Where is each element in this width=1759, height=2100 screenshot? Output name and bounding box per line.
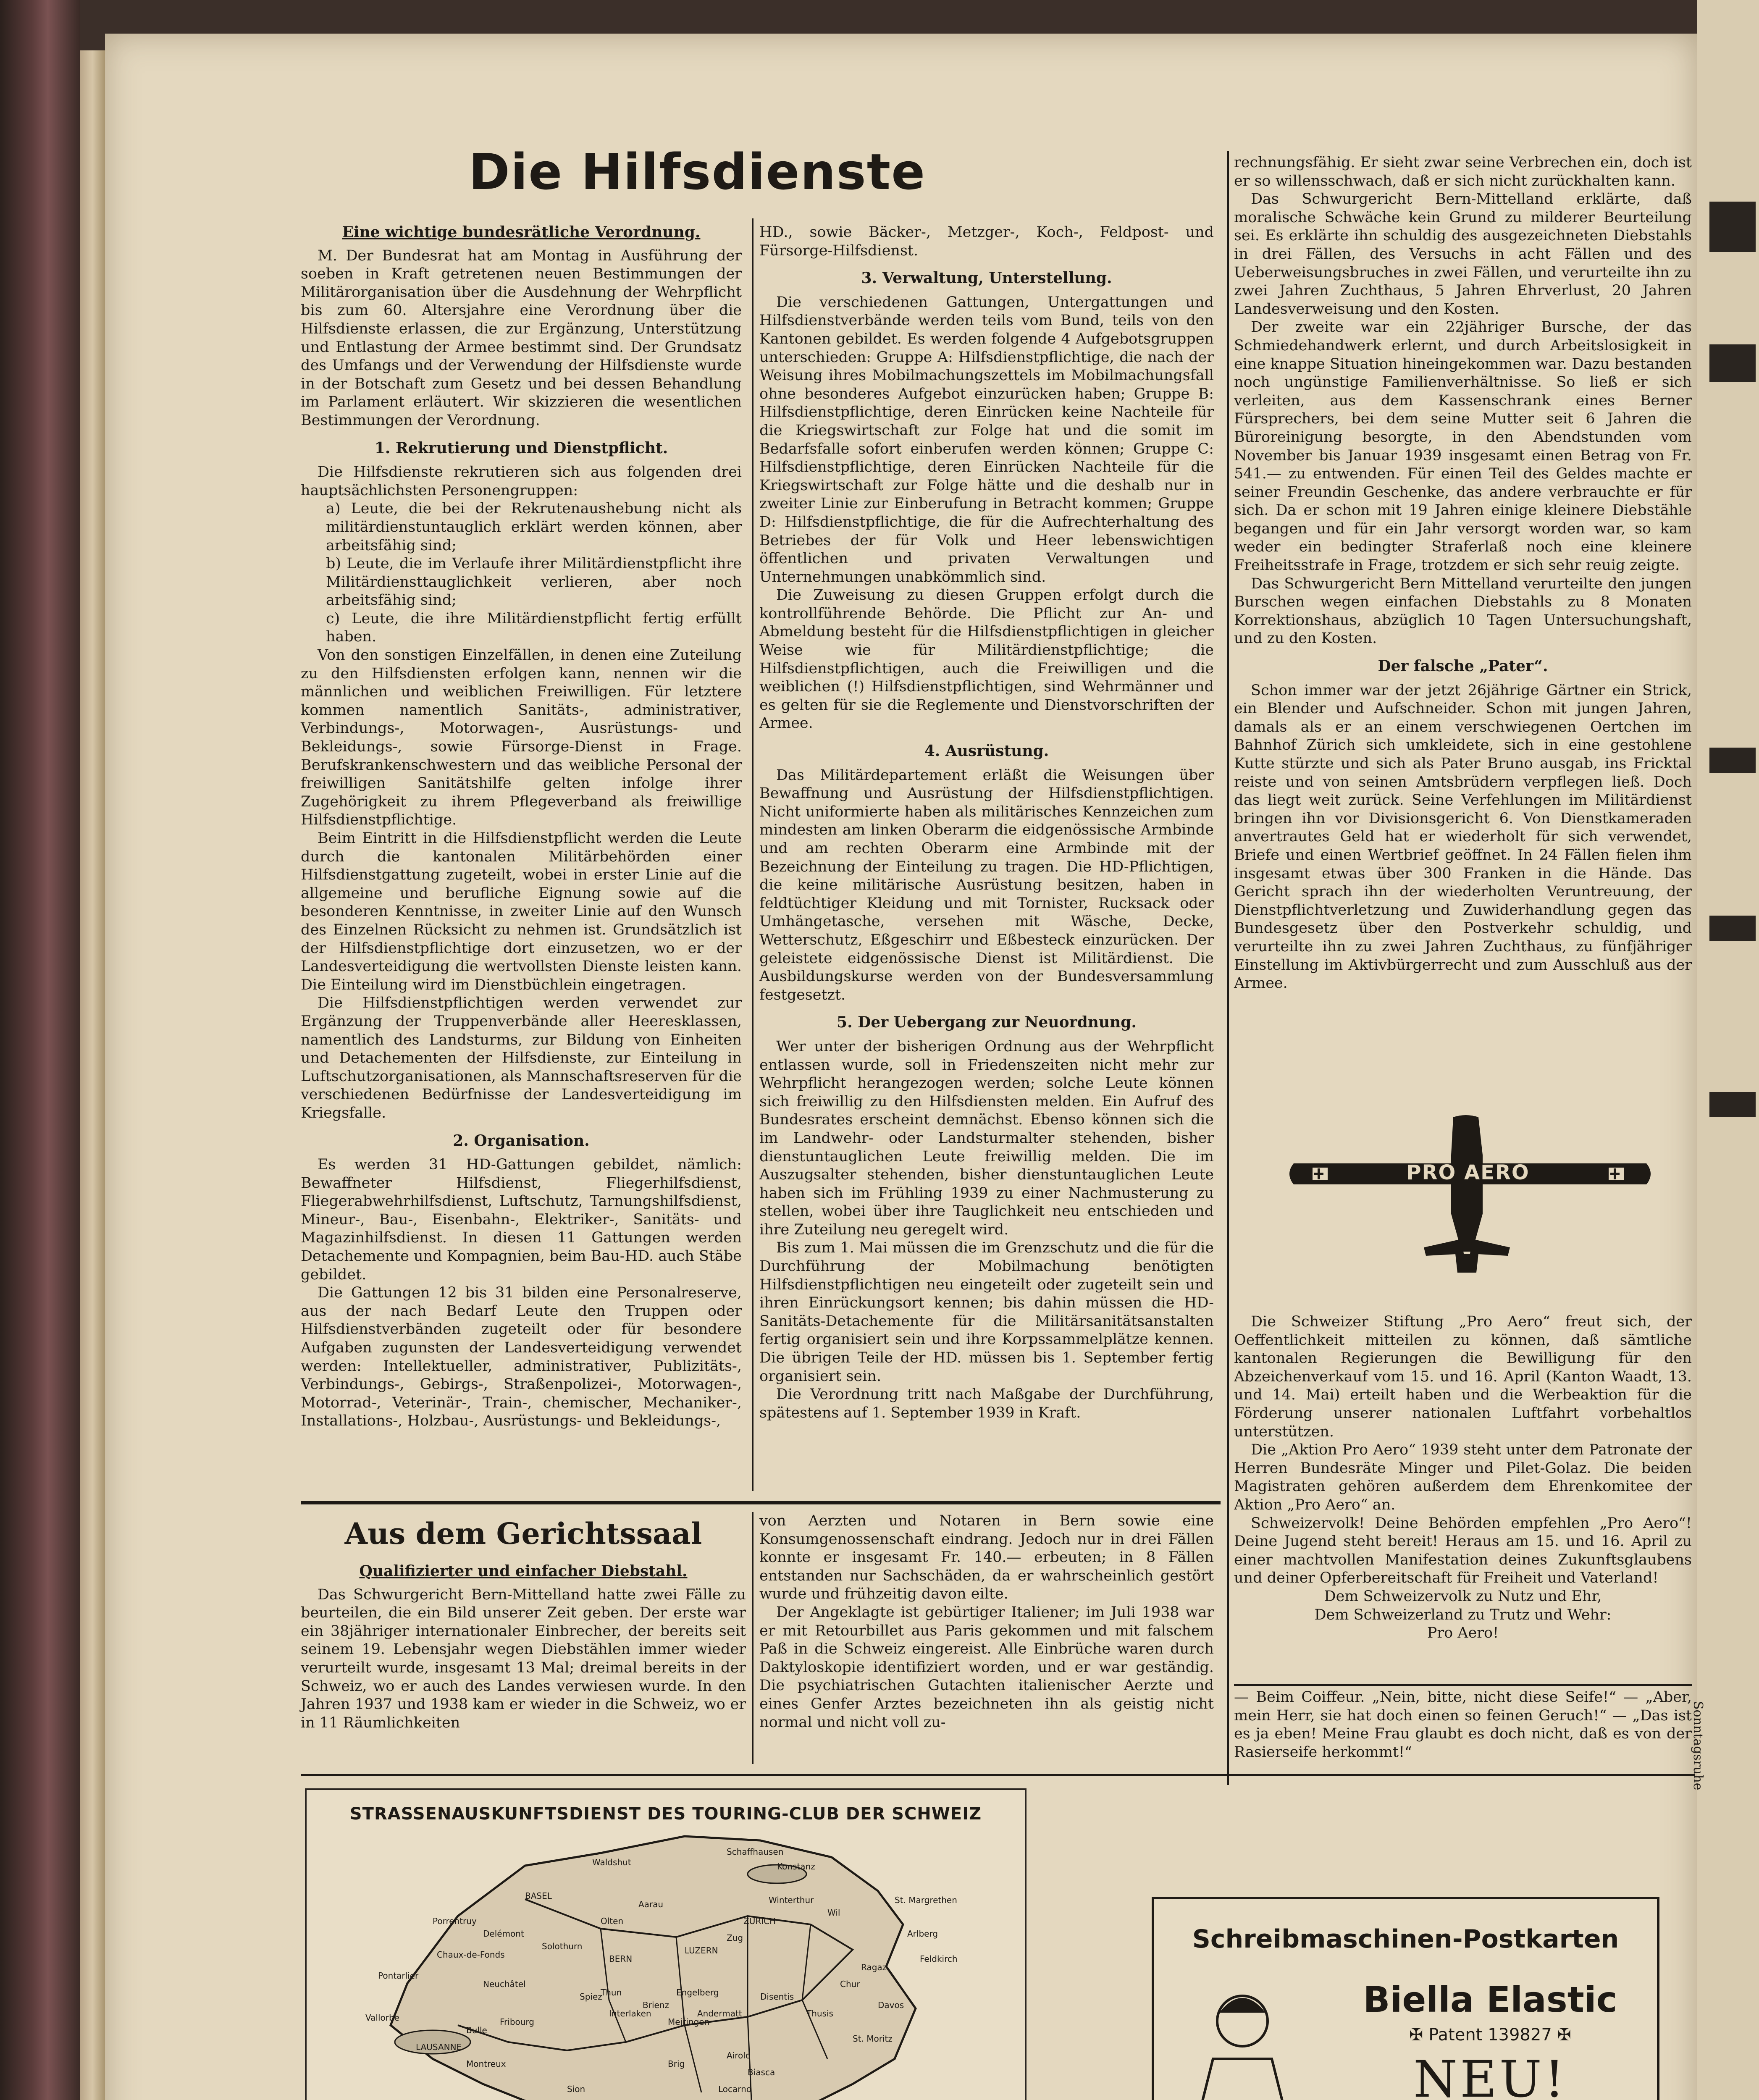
map-place-label: Ragaz xyxy=(861,1962,887,1972)
book-binding xyxy=(0,0,80,2100)
paragraph: Der Angeklagte ist gebürtiger Italiener; im Juli 1938 war er mit Retourbillet aus Paris gekommen und mit falschem Paß in die Schweiz eingereist. Alle Einbrüche waren durch Daktyloskopie identifiziert worden, und er war geständig. Die psychiatrischen Gutachten italienischer Aerzte und eines Genfer Arztes bezeichneten ihn als geistig nicht normal und nicht voll zu- xyxy=(759,1604,1214,1731)
map-place-label: Chaux-de-Fonds xyxy=(437,1950,505,1960)
map-place-label: Aarau xyxy=(638,1899,664,1909)
paragraph: Das Militärdepartement erläßt die Weisungen über Bewaffnung und Ausrüstung der Hilfsdienstpflichtigen. Nicht uniformierte haben als militärisches Kennzeichen zum mindesten am linken Oberarm die eidgenössische Armbinde und am rechten Oberarm eine Armbinde mit der Bezeichnung der Einteilung zu tragen. Die HD-Pflichtigen, die keine militärische Ausrüstung besitzen, haben in feldtüchtiger Kleidung und mit Tornister, Rucksack oder Umhängetasche, versehen mit Wäsche, Decke, Wetterschutz, Eßgeschirr und Eßbesteck einzurücken. Der geleistete eidgenössische Dienst ist Militärdienst. Die Ausbildungskurse werden von der Bundesversammlung festgesetzt. xyxy=(759,766,1214,1003)
map-place-label: Airolo xyxy=(727,2050,751,2061)
paragraph: Bis zum 1. Mai müssen die im Grenzschutz und die für die Durchführung der Mobilmachung benötigten Hilfsdienstpflichtigen neu eingeteilt oder zugeteilt sein und ihren Einrückungsort kennen; bis dahin müssen die HD-Sanitäts-Detachemente für die Militärsanitätsanstalten fertig organisiert sein und ihre Korpssammelplätze kennen. Die übrigen Teile der HD. müssen bis 1. September fertig organisiert sein. xyxy=(759,1239,1214,1385)
map-place-label: BERN xyxy=(609,1954,633,1964)
map-place-label: Brienz xyxy=(643,2000,669,2010)
map-place-label: Locarno xyxy=(718,2084,752,2094)
paragraph: Die Zuweisung zu diesen Gruppen erfolgt durch die kontrollführende Behörde. Die Pflicht zur An- und Abmeldung besteht für die Hilfsdienstpflichtigen in gleicher Weise wie für Militärdienstpflichtige; die Hilfsdienstpflichtigen, auch die Freiwilligen und die weiblichen (!) Hilfsdienstpflichtigen, sind Wehrmänner und es gelten für sie die Reglemente und Dienstvorschriften der Armee. xyxy=(759,587,1214,732)
paragraph: Wer unter der bisherigen Ordnung aus der Wehrpflicht entlassen wurde, soll in Friedenszeiten nicht mehr zur Wehrpflicht herangezogen werden; solche Leute können sich freiwillig zu den Hilfsdiensten melden. Ein Aufruf des Bundesrates erscheint demnächst. Ebenso können sich die im Landwehr- oder Landsturmalter stehenden, bisher dienstuntauglichen Leute freiwillig melden. Die im Auszugsalter stehenden, bisher dienstuntauglichen Leute haben sich im Frühling 1939 zu einer Nachmusterung zu stellen, wobei über ihre Tauglichkeit neu entschieden und ihre Zuteilung neu geregelt wird. xyxy=(759,1038,1214,1238)
advertisement xyxy=(1152,1897,1659,2100)
map-place-label: Pontarlier xyxy=(378,1971,419,1981)
map-place-label: Zug xyxy=(727,1933,743,1943)
map-place-label: LAUSANNE xyxy=(416,2042,462,2052)
map-place-label: Delémont xyxy=(483,1929,524,1939)
section-heading: 3. Verwaltung, Unterstellung. xyxy=(861,269,1112,287)
ad-brand: Biella Elastic xyxy=(1363,1979,1617,2020)
column-divider xyxy=(1227,151,1229,1785)
map-place-label: Olten xyxy=(601,1916,624,1926)
typist-illustration-icon xyxy=(1171,1975,1322,2100)
map-place-label: Engelberg xyxy=(676,1987,719,1998)
map-place-label: Konstanz xyxy=(777,1861,815,1872)
section-heading: Der falsche „Pater“. xyxy=(1378,657,1548,675)
map-place-label: Arlberg xyxy=(907,1929,938,1939)
column-divider xyxy=(752,218,753,1491)
map-place-label: LUZERN xyxy=(685,1945,718,1956)
paragraph: Die „Aktion Pro Aero“ 1939 steht unter dem Patronate der Herren Bundesräte Minger und Pilet-Golaz. Die beiden Magistraten gehören außerdem dem Ehrenkomitee der Aktion „Pro Aero“ an. xyxy=(1234,1441,1692,1513)
ink-mark xyxy=(1709,202,1756,252)
map-place-label: St. Margrethen xyxy=(895,1895,957,1905)
road-map xyxy=(305,1788,1027,2100)
paragraph: Das Schwurgericht Bern-Mittelland erklärte, daß moralische Schwäche kein Grund zu milderer Beurteilung sei. Es erklärte ihn schuldig des ausgezeichneten Diebstahls in drei Fällen, des Versuchs in acht Fällen und des Ueberweisungsbruches in zwei Fällen, und verurteilte ihn zu zwei Jahren Zuchthaus, 5 Jahren Ehrverlust, 20 Jahren Landesverweisung und den Kosten. xyxy=(1234,191,1692,318)
paragraph: Beim Eintritt in die Hilfsdienstpflicht werden die Leute durch die kantonalen Militärbehörden einer Hilfsdienstgattung zugeteilt, wobei in erster Linie auf die allgemeine und berufliche Eignung sowie auf die besonderen Kenntnisse, in zweiter Linie auf den Wunsch des Einzelnen Rücksicht zu nehmen ist. Grundsätzlich ist der Hilfsdienstpflichtige dort einzusetzen, wo er der Landesverteidigung die wertvollsten Dienste leisten kann. Die Einteilung wird im Dienstbüchlein eingetragen. xyxy=(301,830,742,993)
divider xyxy=(1234,1684,1692,1686)
coiffeur-joke: — Beim Coiffeur. „Nein, bitte, nicht diese Seife!“ — „Aber, mein Herr, sie hat doch einen so feinen Geruch!“ — „Das ist es ja eben! Meine Frau glaubt es doch nicht, daß es von der Rasierseife herkommt!“ xyxy=(1234,1689,1692,1761)
article-subtitle: Eine wichtige bundesrätliche Verordnung. xyxy=(342,223,701,241)
map-place-label: Porrentruy xyxy=(433,1916,477,1926)
list-item: a) Leute, die bei der Rekrutenaushebung nicht als militärdienstuntauglich erklärt werden können, aber arbeitsfähig sind; xyxy=(326,500,742,554)
paragraph: HD., sowie Bäcker-, Metzger-, Koch-, Feldpost- und Fürsorge-Hilfsdienst. xyxy=(759,224,1214,259)
map-place-label: Wil xyxy=(827,1908,840,1918)
side-label: Sonntagsruhe xyxy=(1691,1701,1705,1790)
signature-line: Dem Schweizervolk zu Nutz und Ehr, xyxy=(1324,1588,1602,1605)
paragraph: Schon immer war der jetzt 26jährige Gärtner ein Strick, ein Blender und Aufschneider. Schon mit jungen Jahren, damals als er an einem verschwiegenen Oertchen im Bahnhof Zürich sich umkleidete, sich in eine gestohlene Kutte stürzte und sich als Pater Bruno ausgab, ins Fricktal reiste und von seinen Amtsbrüdern verpflegen ließ. Doch das liegt weit zurück. Seine Verfehlungen im Militärdienst bringen ihn vor Divisionsgericht 6. Von Dienstkameraden anvertrautes Geld hat er wiederholt für sich verwendet, Briefe und einen Wertbrief geöffnet. In 24 Fällen fielen ihm insgesamt etwas über 300 Franken in die Hände. Das Gericht sprach ihn der wiederholten Veruntreuung, der Dienstpflichtverletzung und Zuwiderhandlung gegen das Bundesgesetz über den Postverkehr schuldig, und verurteilte ihn zu zwei Jahren Zuchthaus, zu fünfjähriger Einstellung im Aktivbürgerrecht und zum Ausschluß aus der Armee. xyxy=(1234,682,1692,992)
section-heading: 2. Organisation. xyxy=(453,1131,590,1150)
paragraph: Der zweite war ein 22jähriger Bursche, der das Schmiedehandwerk erlernt, und durch Arbeitslosigkeit in eine knappe Situation hineingekommen war. Dazu bestanden noch ungünstige Familienverhältnisse. So ließ er sich verleiten, aus dem Kassenschrank eines Berner Fürsprechers, bei dem seine Mutter seit 6 Jahren die Büroreinigung besorgte, in den Abendstunden vom November bis Januar 1939 insgesamt einen Betrag von Fr. 541.— zu entwenden. Für einen Teil des Geldes machte er seiner Freundin Geschenke, das andere verbrauchte er für sich. Da er schon mit 19 Jahren einige kleinere Diebstähle begangen und für ein Jahr versorgt worden war, so kam weder ein bedingter Straferlaß noch eine kleinere Freiheitsstrafe in Frage, trotzdem er sich sehr reuig zeigte. xyxy=(1234,319,1692,574)
ad-patent: ✠ Patent 139827 ✠ xyxy=(1409,2025,1572,2045)
map-place-label: Sion xyxy=(567,2084,585,2094)
page-edges xyxy=(80,50,105,2100)
article-column-2 xyxy=(759,223,1214,1422)
map-place-label: St. Moritz xyxy=(853,2034,893,2044)
paragraph: Von den sonstigen Einzelfällen, in denen eine Zuteilung zu den Hilfsdiensten erfolgen kann, nennen wir die männlichen und weiblichen Freiwilligen. Für letztere kommen namentlich Sanitäts-, administrativer, Verbindungs-, Motorwagen-, Ausrüstungs- und Bekleidungs-, sowie Fürsorge-Dienst in Frage. Berufskrankenschwestern und das weibliche Personal der freiwilligen Sanitätshilfe gelten infolge ihrer Zugehörigkeit zu ihrem Pflegeverband als freiwillige Hilfsdienstpflichtige. xyxy=(301,647,742,829)
map-place-label: Bulle xyxy=(466,2025,487,2035)
pro-aero-banner: PRO AERO xyxy=(1406,1161,1530,1184)
map-place-label: Solothurn xyxy=(542,1941,583,1951)
signature-line: Pro Aero! xyxy=(1427,1625,1499,1642)
map-place-label: BASEL xyxy=(525,1891,552,1901)
paragraph: Die Schweizer Stiftung „Pro Aero“ freut sich, der Oeffentlichkeit mitteilen zu können, daß sämtliche kantonalen Regierungen die Bewilligung für den Abzeichenverkauf vom 15. und 16. April (Kanton Waadt, 13. und 14. Mai) erteilt haben und die Werbeaktion für die Förderung unserer nationalen Luftfahrt vorbehaltlos unterstützen. xyxy=(1234,1313,1692,1440)
switzerland-map-icon xyxy=(307,1790,1025,2100)
ad-neu: NEU! xyxy=(1413,2050,1567,2100)
map-place-label: Andermatt xyxy=(697,2008,742,2019)
map-place-label: Spiez xyxy=(580,1992,602,2002)
personnel-list xyxy=(301,500,742,646)
ink-mark xyxy=(1709,748,1756,773)
map-place-label: Fribourg xyxy=(500,2017,535,2027)
court-subheading: Qualifizierter und einfacher Diebstahl. xyxy=(359,1562,688,1580)
page-title: Die Hilfsdienste xyxy=(468,143,926,201)
signature-line: Dem Schweizerland zu Trutz und Wehr: xyxy=(1314,1606,1612,1623)
paragraph: Das Schwurgericht Bern-Mittelland hatte zwei Fälle zu beurteilen, die ein Bild unserer Zeit geben. Der erste war ein 38jähriger internationaler Einbrecher, der bereits seit seinem 19. Lebensjahr wegen Diebstählen immer wieder verurteilt wurde, insgesamt 13 Mal; dreimal bereits in der Schweiz, wo er auch des Landes verwiesen wurde. In den Jahren 1937 und 1938 kam er wieder in die Schweiz, wo er in 11 Räumlichkeiten xyxy=(301,1586,746,1731)
paragraph: Die Hilfsdienste rekrutieren sich aus folgenden drei hauptsächlichsten Personengruppen: xyxy=(301,464,742,499)
airplane-icon xyxy=(1285,1113,1655,1281)
ink-mark xyxy=(1709,344,1756,382)
map-place-label: Neuchâtel xyxy=(483,1979,526,1989)
map-place-label: Montreux xyxy=(466,2059,506,2069)
map-place-label: Biasca xyxy=(748,2067,775,2077)
court-column-1 xyxy=(301,1562,746,1732)
section-heading: 1. Rekrutierung und Dienstpflicht. xyxy=(374,439,668,457)
list-item: b) Leute, die im Verlaufe ihrer Militärdienstpflicht ihre Militärdiensttauglichkeit verlieren, aber noch arbeitsfähig sind; xyxy=(326,555,742,609)
map-place-label: Vallorbe xyxy=(365,2013,399,2023)
paragraph: Die Gattungen 12 bis 31 bilden eine Personalreserve, aus der nach Bedarf Leute den Truppen oder Hilfsdienstverbänden zugeteilt oder für besondere Aufgaben zugunsten der Landesverteidigung verwendet werden: Intellektueller, administrativer, Publizitäts-, Verbindungs-, Gebirgs-, Straßenpolizei-, Motorwagen-, Motorrad-, Veterinär-, Train-, chemischer, Mechaniker-, Installations-, Holzbau-, Ausrüstungs- und Bekleidungs-, xyxy=(301,1284,742,1430)
map-place-label: Thun xyxy=(601,1987,622,1998)
map-place-label: Davos xyxy=(878,2000,904,2010)
section-heading: 4. Ausrüstung. xyxy=(924,742,1049,760)
ink-mark xyxy=(1709,916,1756,941)
column-divider xyxy=(752,1512,753,1764)
map-place-label: Schaffhausen xyxy=(727,1847,784,1857)
court-column-2 xyxy=(759,1512,1214,1732)
paragraph: Es werden 31 HD-Gattungen gebildet, nämlich: Bewaffneter Hilfsdienst, Fliegerhilfsdienst, Fliegerabwehrhilfsdienst, Luftschutz, Tarnungshilfsdienst, Mineur-, Bau-, Eisenbahn-, Elektriker-, Sanitäts- und Magazinhilfsdienst. In diesen 11 Gattungen werden Detachemente und Kompagnien, beim Bau-HD. auch Stäbe gebildet. xyxy=(301,1156,742,1283)
map-place-label: Brig xyxy=(668,2059,685,2069)
paragraph: von Aerzten und Notaren in Bern sowie eine Konsumgenossenschaft eindrang. Jedoch nur in drei Fällen konnte er insgesamt Fr. 140.— erbeuten; in 8 Fällen entstanden nur Sachschäden, da er wahrscheinlich gestört wurde und frühzeitig davon eilte. xyxy=(759,1512,1214,1603)
list-item: c) Leute, die ihre Militärdienstpflicht fertig erfüllt haben. xyxy=(326,610,742,646)
map-title: STRASSENAUSKUNFTSDIENST DES TOURING-CLUB DER SCHWEIZ xyxy=(349,1804,982,1824)
paragraph: Die verschiedenen Gattungen, Untergattungen und Hilfsdienstverbände werden teils vom Bund, teils von den Kantonen gebildet. Es werden folgende 4 Aufgebotsgruppen unterschieden: Gruppe A: Hilfsdienstpflichtige, die nach der Weisung ihres Mobilmachungszettels im Mobilmachungsfall ohne besonderes Aufgebot einzurücken haben; Gruppe B: Hilfsdienstpflichtige, deren Einrücken keine Nachteile für die Kriegswirtschaft zur Folge hat und die somit im Bedarfsfalle sofort einberufen werden können; Gruppe C: Hilfsdienstpflichtige, deren Einrücken Nachteile für die Kriegswirtschaft zur Folge hätte und die deshalb nur in zweiter Linie zur Einberufung in Betracht kommen; Gruppe D: Hilfsdienstpflichtige, die für die Aufrechterhaltung des Betriebes der für Volk und Heer lebenswichtigen öffentlichen und privaten Verwaltungen und Unternehmungen unabkömmlich sind. xyxy=(759,294,1214,585)
map-place-label: Winterthur xyxy=(769,1895,814,1905)
map-place-label: Thusis xyxy=(806,2008,833,2019)
paragraph: M. Der Bundesrat hat am Montag in Ausführung der soeben in Kraft getretenen neuen Bestimmungen der Militärorganisation über die Ausdehnung der Wehrpflicht bis zum 60. Altersjahre eine Verordnung über die Hilfsdienste erlassen, die zur Ergänzung, Unterstützung und Entlastung der Armee bestimmt sind. Der Grundsatz des Umfangs und der Verwendung der Hilfsdienste wurde in der Botschaft zum Gesetz und bei dessen Behandlung im Parlament erläutert. Wir skizzieren die wesentlichen Bestimmungen der Verordnung. xyxy=(301,247,742,429)
pro-aero-emblem xyxy=(1285,1113,1655,1281)
paragraph: Schweizervolk! Deine Behörden empfehlen „Pro Aero“! Deine Jugend steht bereit! Heraus am 15. und 16. April zu einer machtvollen Manifestation deines Zukunftsglaubens und deiner Opferbereitschaft für Freiheit und Vaterland! xyxy=(1234,1515,1692,1587)
map-place-label: Disentis xyxy=(760,1992,794,2002)
divider xyxy=(301,1774,1695,1776)
paragraph: Die Hilfsdienstpflichtigen werden verwendet zur Ergänzung der Truppenverbände aller Heeresklassen, namentlich des Landsturms, zur Bildung von Einheiten und Detachementen der Hilfsdienste, zur Einteilung in Luftschutzorganisationen, als Mannschaftsreserven für die verschiedenen Bedürfnisse der Landesverteidigung im Kriegsfalle. xyxy=(301,995,742,1121)
map-place-label: ZÜRICH xyxy=(743,1916,776,1926)
map-place-label: Waldshut xyxy=(592,1857,631,1867)
paragraph: Das Schwurgericht Bern Mittelland verurteilte den jungen Burschen wegen einfachen Diebstahls zu 8 Monaten Korrektionshaus, abzüglich 10 Tagen Untersuchungshaft, und zu den Kosten. xyxy=(1234,575,1692,647)
next-page-edge xyxy=(1697,0,1759,2100)
map-place-label: Feldkirch xyxy=(920,1954,958,1964)
paragraph: rechnungsfähig. Er sieht zwar seine Verbrechen ein, doch ist er so willensschwach, daß er sich nicht zurückhalten kann. xyxy=(1234,154,1692,189)
pro-aero-announcement xyxy=(1234,1313,1692,1643)
paragraph: Die Verordnung tritt nach Maßgabe der Durchführung, spätestens auf 1. September 1939 in Kraft. xyxy=(759,1386,1214,1421)
court-heading: Aus dem Gerichtssaal xyxy=(344,1516,702,1551)
map-place-label: Chur xyxy=(840,1979,860,1989)
ad-headline: Schreibmaschinen-Postkarten xyxy=(1192,1924,1619,1954)
section-divider xyxy=(301,1501,1221,1504)
ink-mark xyxy=(1709,1092,1756,1117)
map-place-label: Meiringen xyxy=(668,2017,710,2027)
article-column-1 xyxy=(301,223,742,1431)
map-place-label: Interlaken xyxy=(609,2008,651,2019)
section-heading: 5. Der Uebergang zur Neuordnung. xyxy=(837,1013,1137,1032)
article-column-3 xyxy=(1234,154,1692,993)
